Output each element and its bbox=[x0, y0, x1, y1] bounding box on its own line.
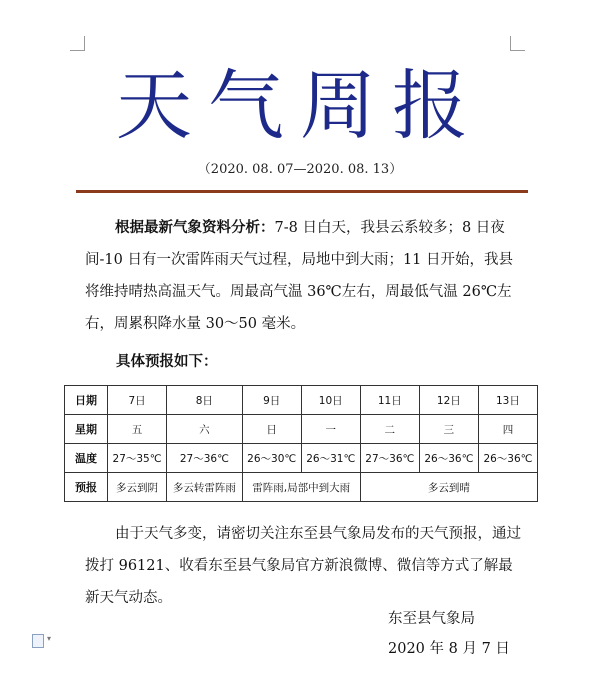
table-cell: 日 bbox=[242, 415, 301, 444]
signature-date: 2020 年 8 月 7 日 bbox=[388, 641, 510, 657]
table-cell: 六 bbox=[167, 415, 243, 444]
table-cell: 一 bbox=[301, 415, 360, 444]
table-row-weekday bbox=[65, 415, 538, 444]
table-cell: 26～31℃ bbox=[301, 444, 360, 473]
table-cell: 9日 bbox=[242, 386, 301, 415]
crop-mark-icon bbox=[510, 36, 525, 51]
analysis-paragraph bbox=[85, 212, 525, 340]
analysis-lead: 根据最新气象资料分析： bbox=[115, 219, 275, 236]
forecast-table bbox=[64, 385, 538, 502]
table-cell: 12日 bbox=[419, 386, 478, 415]
table-cell: 多云转雷阵雨 bbox=[167, 473, 243, 502]
table-cell: 26～36℃ bbox=[478, 444, 537, 473]
chevron-down-icon[interactable]: ▾ bbox=[47, 634, 52, 643]
closing-paragraph bbox=[85, 518, 525, 614]
divider bbox=[76, 190, 528, 193]
crop-mark-icon bbox=[70, 36, 85, 51]
forecast-heading: 具体预报如下： bbox=[116, 353, 218, 370]
table-cell: 11日 bbox=[360, 386, 419, 415]
table-cell: 五 bbox=[108, 415, 167, 444]
table-row-temp bbox=[65, 444, 538, 473]
table-cell: 27～36℃ bbox=[360, 444, 419, 473]
table-row-date bbox=[65, 386, 538, 415]
row-label-date: 日期 bbox=[65, 386, 108, 415]
table-cell: 27～35℃ bbox=[108, 444, 167, 473]
table-row-forecast bbox=[65, 473, 538, 502]
table-cell: 8日 bbox=[167, 386, 243, 415]
analysis-text: 7-8 日白天，我县云系较多；8 日夜间-10 日有一次雷阵雨天气过程，局地中到大雨；11 日开始，我县将维持晴热高温天气。周最高气温 36℃左右，周最低气温 26℃左右，周累积降水量 30～50 毫米。 bbox=[85, 220, 514, 332]
row-label-weekday: 星期 bbox=[65, 415, 108, 444]
signature-org: 东至县气象局 bbox=[388, 611, 475, 627]
date-range: （2020. 08. 07—2020. 08. 13） bbox=[197, 162, 403, 177]
table-cell: 26～30℃ bbox=[242, 444, 301, 473]
page-title: 天气周报 bbox=[116, 61, 484, 150]
table-cell: 7日 bbox=[108, 386, 167, 415]
table-cell: 13日 bbox=[478, 386, 537, 415]
table-cell: 26～36℃ bbox=[419, 444, 478, 473]
table-cell: 雷阵雨,局部中到大雨 bbox=[242, 473, 360, 502]
closing-text: 由于天气多变，请密切关注东至县气象局发布的天气预报，通过拨打 96121、收看东至县气象局官方新浪微博、微信等方式了解最新天气动态。 bbox=[85, 526, 521, 606]
row-label-forecast: 预报 bbox=[65, 473, 108, 502]
table-cell: 四 bbox=[478, 415, 537, 444]
table-cell: 二 bbox=[360, 415, 419, 444]
table-cell: 10日 bbox=[301, 386, 360, 415]
table-cell: 27～36℃ bbox=[167, 444, 243, 473]
table-cell: 多云到晴 bbox=[360, 473, 537, 502]
row-label-temp: 温度 bbox=[65, 444, 108, 473]
table-cell: 三 bbox=[419, 415, 478, 444]
table-cell: 多云到阴 bbox=[108, 473, 167, 502]
document-icon[interactable] bbox=[32, 634, 44, 648]
